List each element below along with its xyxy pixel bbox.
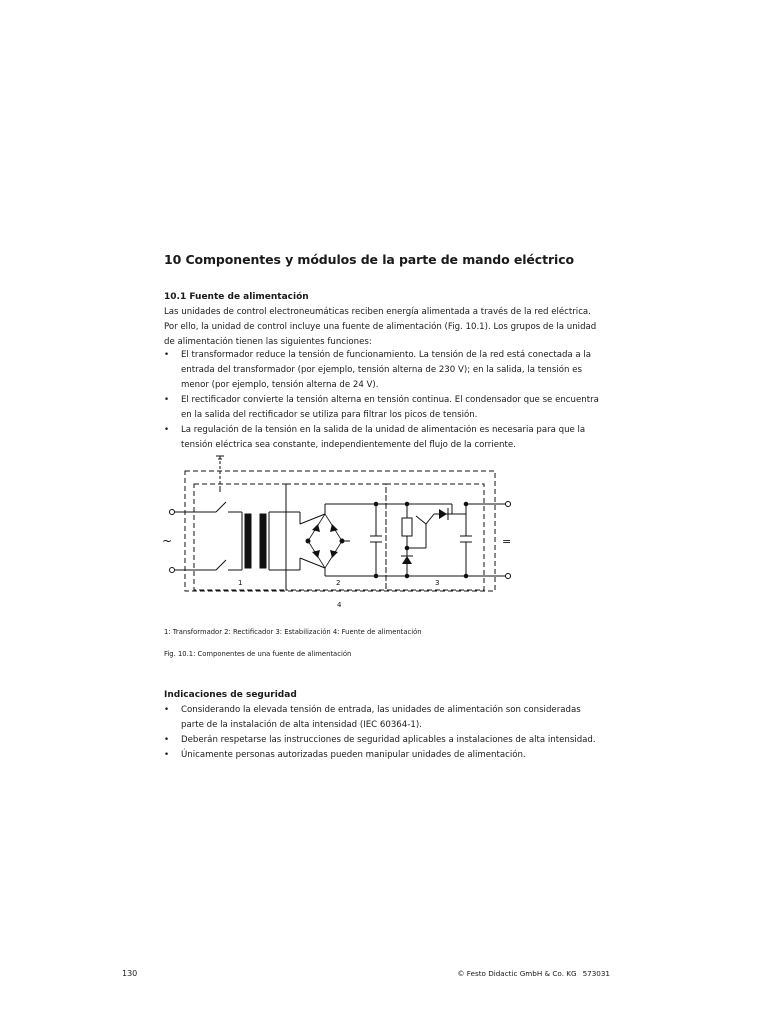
page-number: 130 bbox=[122, 969, 138, 978]
label-transformer: 1 bbox=[238, 579, 243, 587]
power-supply-circuit-diagram bbox=[150, 452, 530, 622]
footer-publisher bbox=[451, 969, 610, 978]
bullet-icon: • bbox=[164, 735, 170, 745]
list-item-text: Considerando la elevada tensión de entrada, las unidades de alimentación son consideradas parte de la instalación de alta intensidad (IEC 60364-1). bbox=[181, 705, 581, 730]
dc-symbol: = bbox=[502, 535, 512, 548]
list-item-text: Deberán respetarse las instrucciones de seguridad aplicables a instalaciones de alta intensidad. bbox=[181, 735, 596, 745]
document-code: 573031 bbox=[582, 969, 610, 978]
list-item bbox=[164, 423, 604, 453]
ground-icon bbox=[216, 456, 224, 488]
figure-legend: 1: Transformador 2: Rectificador 3: Estabilización 4: Fuente de alimentación bbox=[164, 628, 422, 636]
list-item bbox=[164, 348, 604, 393]
ac-symbol: ~ bbox=[162, 534, 173, 548]
safety-list bbox=[164, 703, 604, 763]
function-list bbox=[164, 348, 604, 453]
stabilization-frame bbox=[386, 484, 484, 590]
output-capacitor bbox=[460, 504, 472, 576]
list-item bbox=[164, 393, 604, 423]
transformer-core bbox=[260, 514, 266, 568]
bullet-icon: • bbox=[164, 395, 170, 405]
list-item-text: La regulación de la tensión en la salida de la unidad de alimentación es necesaria para que la tensión eléctrica sea constante, independientemente del flujo de la corriente. bbox=[181, 425, 586, 450]
power-supply-frame bbox=[185, 471, 495, 591]
chapter-title: 10 Componentes y módulos de la parte de mando eléctrico bbox=[164, 252, 575, 267]
list-item bbox=[164, 733, 604, 748]
safety-title: Indicaciones de seguridad bbox=[164, 690, 297, 700]
bullet-icon: • bbox=[164, 750, 170, 760]
output-terminal bbox=[506, 502, 511, 507]
transistor bbox=[416, 508, 452, 548]
filter-capacitor bbox=[370, 504, 382, 576]
list-item-text: Únicamente personas autorizadas pueden manipular unidades de alimentación. bbox=[181, 750, 526, 760]
rectifier-frame bbox=[286, 484, 386, 590]
label-power-supply: 4 bbox=[337, 601, 342, 609]
bullet-icon: • bbox=[164, 425, 170, 435]
switch bbox=[216, 560, 226, 570]
transformer-core bbox=[245, 514, 251, 568]
input-terminal bbox=[170, 510, 175, 515]
transformer-frame bbox=[194, 484, 286, 590]
bullet-icon: • bbox=[164, 350, 170, 360]
input-terminal bbox=[170, 568, 175, 573]
label-stabilization: 3 bbox=[435, 579, 440, 587]
section-title: 10.1 Fuente de alimentación bbox=[164, 292, 309, 302]
intro-paragraph: Las unidades de control electroneumáticas reciben energía alimentada a través de la red eléctrica. Por ello, la unidad de control incluye una fuente de alimentación (Fig. 10.1). Los grupos de la unidad de alimentación tienen las siguientes funciones: bbox=[164, 307, 597, 347]
copyright-text: © Festo Didactic GmbH & Co. KG bbox=[457, 969, 577, 978]
output-terminal bbox=[506, 574, 511, 579]
list-item bbox=[164, 748, 604, 763]
list-item bbox=[164, 703, 604, 733]
list-item-text: El rectificador convierte la tensión alterna en tensión continua. El condensador que se encuentra en la salida del rectificador se utiliza para filtrar los picos de tensión. bbox=[181, 395, 599, 420]
zener-diode bbox=[401, 556, 413, 576]
switch bbox=[216, 502, 226, 512]
bullet-icon: • bbox=[164, 705, 170, 715]
figure-caption: Fig. 10.1: Componentes de una fuente de alimentación bbox=[164, 650, 352, 658]
label-rectifier: 2 bbox=[336, 579, 341, 587]
list-item-text: El transformador reduce la tensión de funcionamiento. La tensión de la red está conectada a la entrada del transformador (por ejemplo, tensión alterna de 230 V); en la salida, la tensión es menor (por ejemplo, tensión alterna de 24 V). bbox=[181, 350, 592, 390]
bridge-rectifier bbox=[300, 512, 344, 570]
